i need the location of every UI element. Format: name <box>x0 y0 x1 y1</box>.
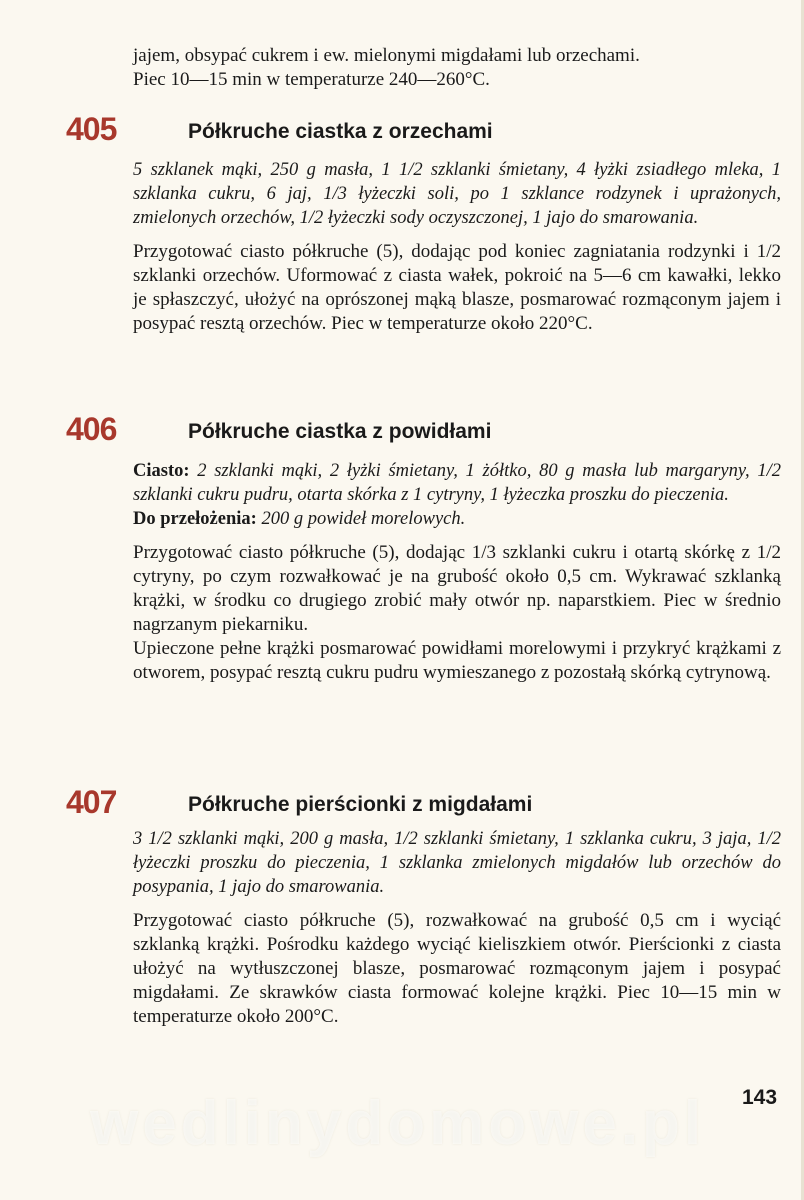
recipe-407-ingredients: 3 1/2 szklanki mąki, 200 g masła, 1/2 szklanki śmietany, 1 szklanka cukru, 3 jaja, 1/2 łyżeczki proszku do pieczenia, 1 szklanka zmielonych migdałów lub orzechów do posypania, 1 jajo do smarowania. <box>133 829 781 897</box>
recipe-406-method-2: Upieczone pełne krążki posmarować powidłami morelowymi i przykryć krążkami z otworem, posypać resztą cukru pudru wymieszanego z pozostałą skórką cytrynową. <box>133 638 781 683</box>
recipe-number-405: 405 <box>66 111 117 147</box>
recipe-number-406: 406 <box>66 411 117 447</box>
recipe-405-body <box>133 158 781 336</box>
intro-line-1: jajem, obsypać cukrem i ew. mielonymi migdałami lub orzechami. <box>133 45 640 66</box>
recipe-406-method: Przygotować ciasto półkruche (5), dodając 1/3 szklanki cukru i otartą skórkę z 1/2 cytryny, po czym rozwałkować je na grubość około 0,5 cm. Wykrawać szklanką krążki, w środku co drugiego zrobić mały otwór np. naparstkiem. Piec w średnio nagrzanym piekarniku. <box>133 542 781 635</box>
recipe-number-407: 407 <box>66 784 117 820</box>
page-number: 143 <box>742 1086 778 1109</box>
intro-line-2: Piec 10—15 min w temperaturze 240—260°C. <box>133 69 490 90</box>
dough-label: Ciasto: <box>133 461 190 481</box>
recipe-405-ingredients: 5 szklanek mąki, 250 g masła, 1 1/2 szklanki śmietany, 4 łyżki zsiadłego mleka, 1 szklanka cukru, 6 jaj, 1/3 łyżeczki soli, po 1 szklance rodzynek i uprażonych, zmielonych orzechów, 1/2 łyżeczki sody oczyszczonej, 1 jajo do smarowania. <box>133 160 781 228</box>
intro-text <box>133 44 781 92</box>
filling-label: Do przełożenia: <box>133 509 257 529</box>
filling-ingredients: 200 g powideł morelowych. <box>261 509 466 529</box>
recipe-title-405: Półkruche ciastka z orzechami <box>188 120 493 143</box>
recipe-407-method: Przygotować ciasto półkruche (5), rozwałkować na grubość 0,5 cm i wyciąć szklanką krążki. Pośrodku każdego wyciąć kieliszkiem otwór. Pierścionki z ciasta ułożyć na wytłuszczonej blasze, posmarować rozmąconym jajem i posypać migdałami. Ze skrawków ciasta formować kolejne krążki. Piec 10—15 min w temperaturze około 200°C. <box>133 910 781 1027</box>
recipe-407-body <box>133 827 781 1029</box>
dough-ingredients: 2 szklanki mąki, 2 łyżki śmietany, 1 żółtko, 80 g masła lub margaryny, 1/2 szklanki cukru pudru, otarta skórka z 1 cytryny, 1 łyżeczka proszku do pieczenia. <box>133 461 782 505</box>
recipe-405-method: Przygotować ciasto półkruche (5), dodając pod koniec zagniatania rodzynki i 1/2 szklanki orzechów. Uformować z ciasta wałek, pokroić na 5—6 cm kawałki, lekko je spłaszczyć, ułożyć na oprószonej mąką blasze, posmarować rozmąconym jajem i posypać resztą orzechów. Piec w temperaturze około 220°C. <box>133 241 781 334</box>
recipe-title-406: Półkruche ciastka z powidłami <box>188 420 492 443</box>
recipe-406-filling <box>133 507 781 531</box>
recipe-406-body <box>133 459 781 685</box>
watermark: wedlinydomowe.pl <box>90 1089 706 1158</box>
recipe-title-407: Półkruche pierścionki z migdałami <box>188 793 533 816</box>
recipe-406-dough <box>133 459 781 507</box>
